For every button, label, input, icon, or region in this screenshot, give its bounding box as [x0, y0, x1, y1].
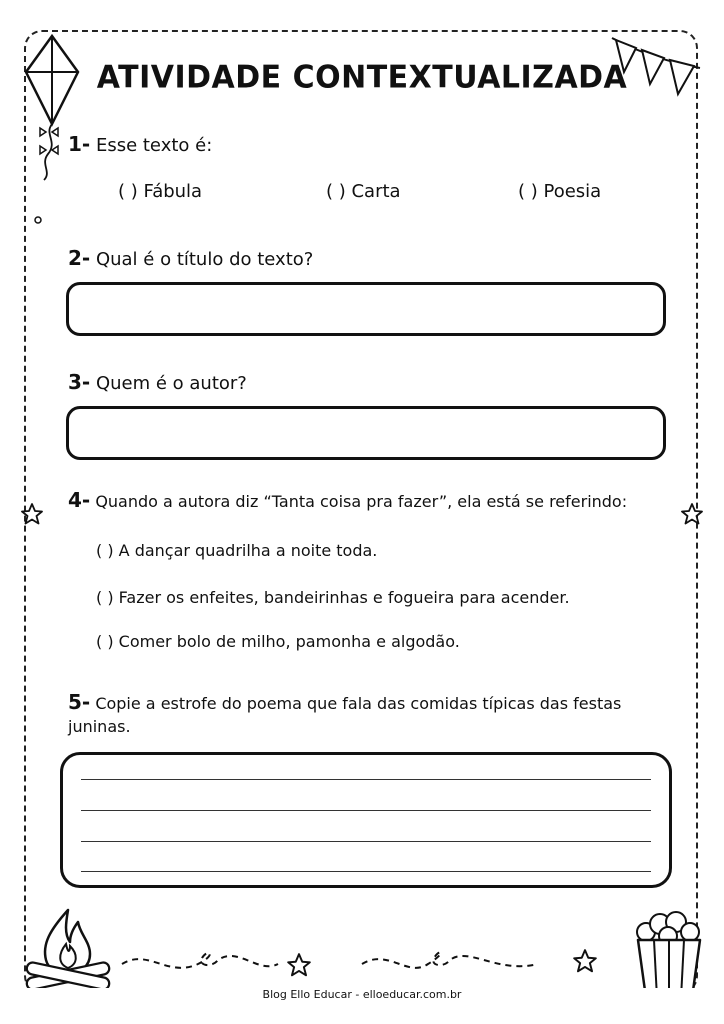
answer-box-stanza[interactable] [60, 752, 672, 888]
writing-line [81, 871, 651, 872]
writing-line [81, 841, 651, 842]
question-5 [68, 690, 621, 714]
option-fazer-enfeites[interactable]: ( ) Fazer os enfeites, bandeirinhas e fogueira para acender. [96, 588, 570, 607]
question-2 [68, 246, 313, 270]
option-dancar-quadrilha[interactable]: ( ) A dançar quadrilha a noite toda. [96, 541, 378, 560]
question-number: 2- [68, 246, 91, 270]
popcorn-icon [632, 910, 706, 1000]
page-title: ATIVIDADE CONTEXTUALIZADA [96, 59, 628, 96]
question-text: Copie a estrofe do poema que fala das comidas típicas das festas [95, 694, 622, 713]
question-1 [68, 132, 212, 156]
option-poesia[interactable]: ( ) Poesia [518, 181, 602, 202]
bonfire-icon [20, 904, 116, 998]
question-text: Qual é o título do texto? [95, 249, 314, 270]
option-comer-bolo[interactable]: ( ) Comer bolo de milho, pamonha e algodão. [96, 632, 460, 651]
question-text: Quando a autora diz “Tanta coisa pra fazer”, ela está se referindo: [95, 492, 628, 511]
star-icon [286, 952, 312, 978]
writing-line [81, 779, 651, 780]
star-icon [572, 948, 598, 974]
small-circle-icon [34, 216, 42, 224]
kite-icon [22, 32, 82, 182]
dashed-path-decoration [118, 944, 598, 984]
answer-box-author[interactable] [66, 406, 666, 460]
star-icon [680, 502, 704, 526]
question-number: 4- [68, 488, 91, 512]
question-number: 1- [68, 132, 91, 156]
answer-box-title[interactable] [66, 282, 666, 336]
option-fabula[interactable]: ( ) Fábula [118, 181, 203, 202]
question-3 [68, 370, 247, 394]
question-5-continuation: juninas. [68, 717, 131, 736]
question-number: 3- [68, 370, 91, 394]
option-carta[interactable]: ( ) Carta [326, 181, 401, 202]
question-number: 5- [68, 690, 91, 714]
footer-text: Blog Ello Educar - elloeducar.com.br [257, 988, 468, 1001]
star-icon [20, 502, 44, 526]
writing-line [81, 810, 651, 811]
question-4 [68, 488, 627, 512]
footer [0, 988, 724, 1001]
question-text: Esse texto é: [95, 135, 213, 156]
question-text: Quem é o autor? [95, 373, 247, 394]
